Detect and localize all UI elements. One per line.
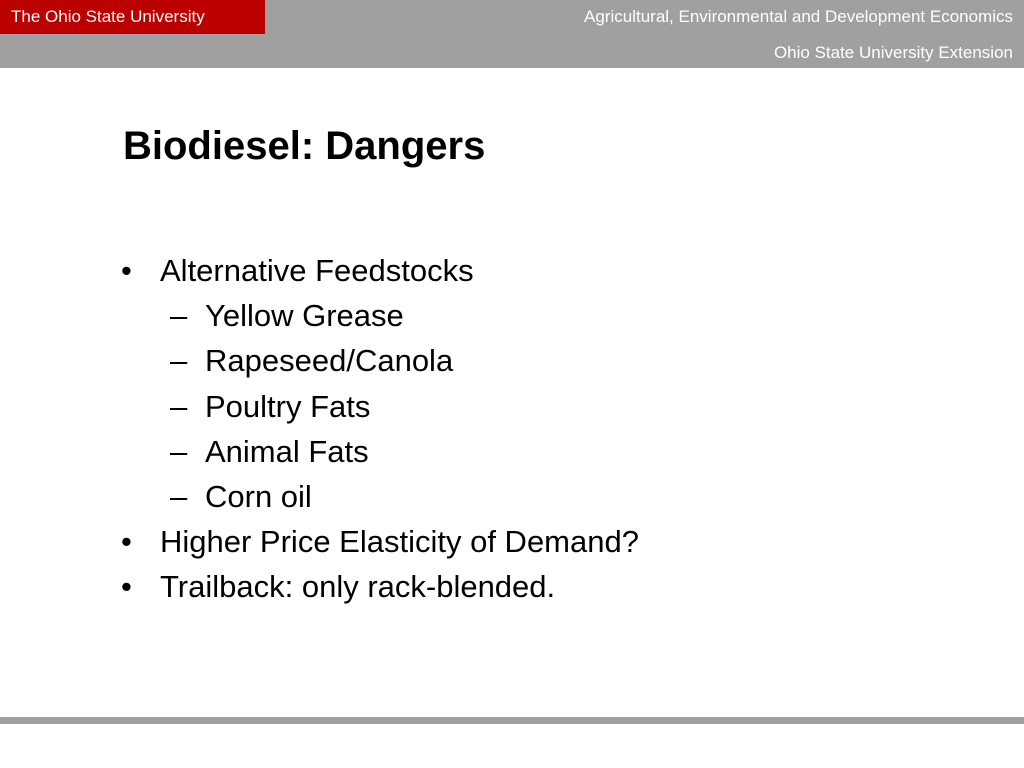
bullet-text: Higher Price Elasticity of Demand? [160, 524, 639, 560]
bullet-text: Trailback: only rack-blended. [160, 569, 556, 605]
dash-marker: – [170, 388, 188, 424]
sub-bullet-text: Animal Fats [205, 433, 369, 469]
extension-title: Ohio State University Extension [773, 43, 1013, 62]
footer-bar [0, 717, 1024, 724]
bullet-marker: • [121, 524, 132, 560]
dash-marker: – [170, 478, 188, 514]
sub-bullet-item [121, 338, 941, 383]
slide-title: Biodiesel: Dangers [123, 124, 486, 168]
bullet-item [121, 564, 941, 609]
dash-marker: – [170, 343, 188, 379]
sub-bullet-item [121, 384, 941, 429]
bullet-marker: • [121, 569, 132, 605]
bullet-text: Alternative Feedstocks [160, 253, 474, 288]
sub-bullet-text: Poultry Fats [205, 388, 371, 424]
sub-bullet-item [121, 429, 941, 474]
bullet-list [121, 248, 941, 610]
sub-bullet-text: Yellow Grease [205, 298, 404, 334]
dash-marker: – [170, 298, 188, 334]
sub-bullet-text: Corn oil [205, 478, 312, 514]
university-badge: The Ohio State University [0, 0, 265, 34]
bullet-marker: • [121, 253, 132, 288]
sub-bullet-item [121, 293, 941, 338]
department-title: Agricultural, Environmental and Development Economics [584, 7, 1013, 26]
bullet-item [121, 519, 941, 564]
sub-bullet-text: Rapeseed/Canola [205, 343, 454, 379]
dash-marker: – [170, 433, 188, 469]
sub-bullet-item [121, 474, 941, 519]
bullet-item [121, 248, 941, 293]
